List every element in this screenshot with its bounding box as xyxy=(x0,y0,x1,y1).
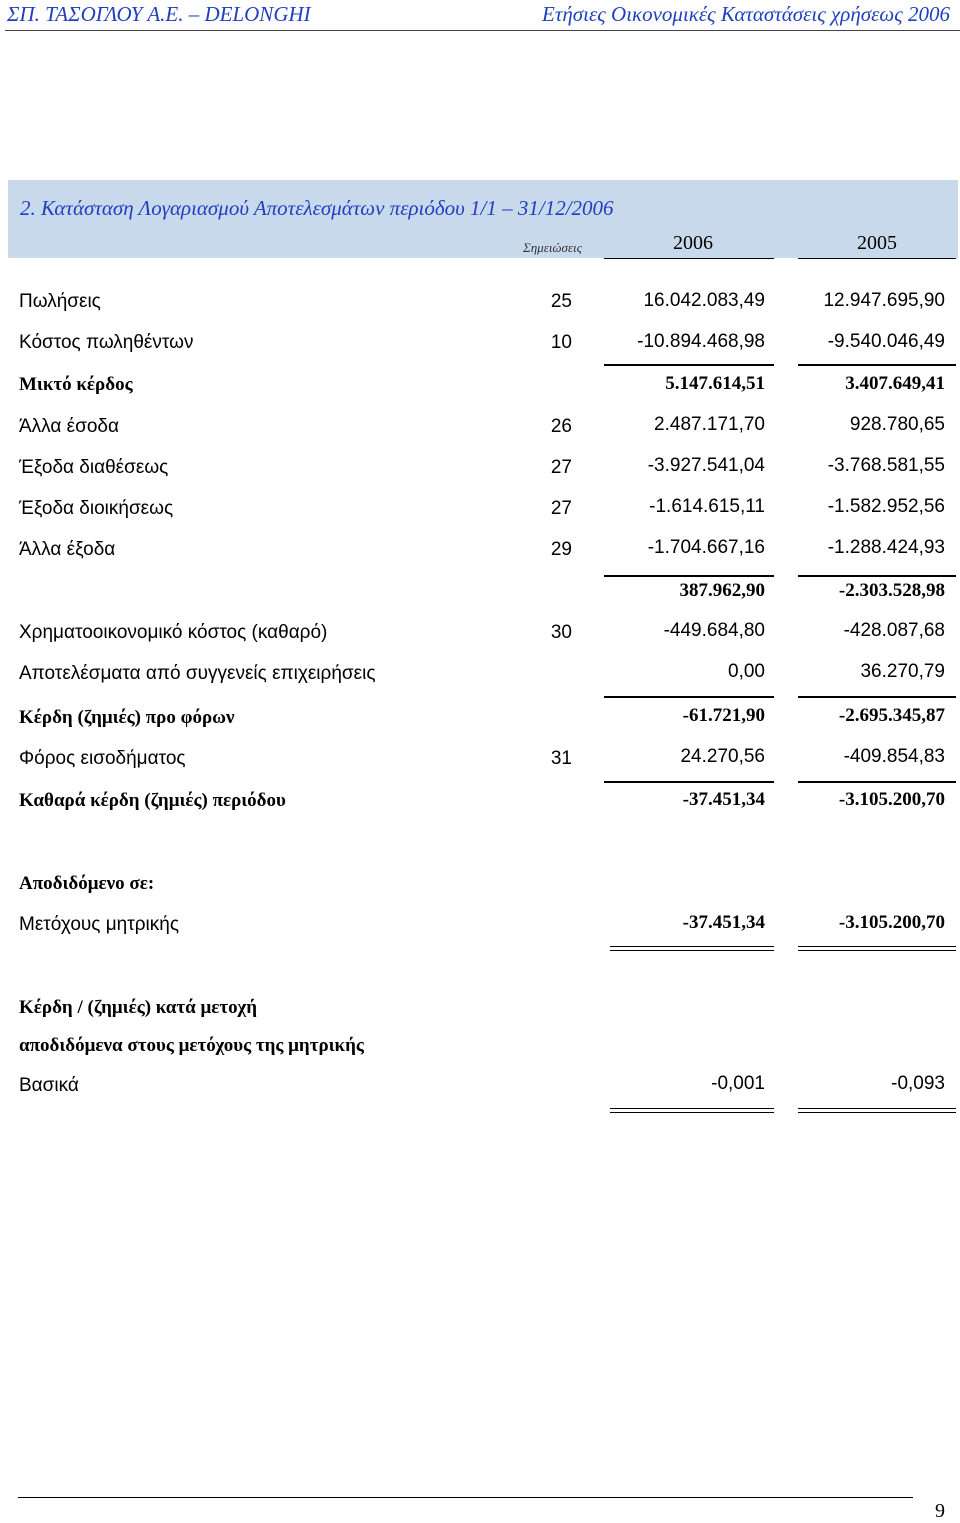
row-note: 31 xyxy=(550,748,572,769)
double-underline-2006 xyxy=(610,1108,774,1113)
row-value-2005: -3.105.200,70 xyxy=(838,912,945,933)
row-note: 30 xyxy=(550,622,572,643)
footer-divider xyxy=(18,1497,913,1498)
row-value-2006: 5.147.614,51 xyxy=(665,373,765,394)
row-note: 27 xyxy=(550,498,572,519)
row-value-2006: 0,00 xyxy=(728,661,765,682)
company-name: ΣΠ. ΤΑΣΟΓΛΟΥ Α.Ε. – DELONGHI xyxy=(7,2,311,26)
row-value-2005: 928.780,65 xyxy=(849,414,945,435)
row-label: Πωλήσεις xyxy=(19,291,101,312)
subtotal-line-2005 xyxy=(798,364,956,366)
page-header xyxy=(5,2,950,28)
eps-subheading: αποδιδόμενα στους μετόχους της μητρικής xyxy=(19,1035,364,1056)
row-label: Μικτό κέρδος xyxy=(19,374,133,395)
statement-title: 2. Κατάσταση Λογαριασμού Αποτελεσμάτων περιόδου 1/1 – 31/12/2006 xyxy=(20,196,614,220)
row-label: Έξοδα διοικήσεως xyxy=(19,498,174,519)
row-value-2006: 16.042.083,49 xyxy=(643,290,765,311)
row-value-2005: -2.303.528,98 xyxy=(838,580,945,601)
row-value-2005: -1.582.952,56 xyxy=(827,496,945,517)
year-2006-header: 2006 xyxy=(673,232,713,254)
row-value-2005: -409.854,83 xyxy=(843,746,945,767)
subtotal-line-2005 xyxy=(798,781,956,783)
subtotal-line-2006 xyxy=(604,575,774,577)
row-value-2005: 3.407.649,41 xyxy=(845,373,945,394)
header-divider xyxy=(5,30,960,31)
subtotal-line-2006 xyxy=(604,781,774,783)
subtotal-line-2005 xyxy=(798,696,956,698)
row-label: Άλλα έξοδα xyxy=(19,539,116,560)
page-number: 9 xyxy=(935,1500,945,1522)
row-label: Χρηματοοικονομικό κόστος (καθαρό) xyxy=(19,622,328,643)
subtotal-line-2005 xyxy=(798,575,956,577)
row-label: Καθαρά κέρδη (ζημιές) περιόδου xyxy=(19,790,286,811)
eps-heading: Κέρδη / (ζημιές) κατά μετοχή xyxy=(19,997,257,1018)
row-value-2005: -3.105.200,70 xyxy=(838,789,945,810)
attributable-heading: Αποδιδόμενο σε: xyxy=(19,873,155,894)
year-2005-header: 2005 xyxy=(857,232,897,254)
row-value-2005: -3.768.581,55 xyxy=(827,455,945,476)
row-note: 29 xyxy=(550,539,572,560)
row-label: Άλλα έσοδα xyxy=(19,416,119,437)
row-value-2006: -449.684,80 xyxy=(663,620,765,641)
year-2006-underline xyxy=(604,258,774,259)
row-value-2006: -1.614.615,11 xyxy=(649,496,765,517)
row-value-2006: 2.487.171,70 xyxy=(654,414,765,435)
double-underline-2006 xyxy=(610,946,774,951)
row-value-2006: -3.927.541,04 xyxy=(647,455,765,476)
row-value-2005: -428.087,68 xyxy=(843,620,945,641)
row-value-2005: -1.288.424,93 xyxy=(827,537,945,558)
row-label: Κέρδη (ζημιές) προ φόρων xyxy=(19,707,235,728)
row-label: Έξοδα διαθέσεως xyxy=(19,457,169,478)
row-note: 10 xyxy=(550,332,572,353)
row-label: Μετόχους μητρικής xyxy=(19,914,179,935)
double-underline-2005 xyxy=(798,1108,956,1113)
row-note: 27 xyxy=(550,457,572,478)
row-value-2006: -1.704.667,16 xyxy=(647,537,765,558)
report-title: Ετήσιες Οικονομικές Καταστάσεις χρήσεως 2006 xyxy=(542,2,950,26)
row-value-2006: -0,001 xyxy=(711,1073,765,1094)
subtotal-line-2006 xyxy=(604,364,774,366)
row-label: Αποτελέσματα από συγγενείς επιχειρήσεις xyxy=(19,663,376,684)
row-label: Φόρος εισοδήματος xyxy=(19,748,186,769)
notes-column-header: Σημειώσεις xyxy=(523,240,582,255)
row-value-2006: 387.962,90 xyxy=(679,580,765,601)
row-value-2006: -10.894.468,98 xyxy=(637,331,765,352)
subtotal-line-2006 xyxy=(604,696,774,698)
row-note: 25 xyxy=(550,291,572,312)
row-value-2005: -2.695.345,87 xyxy=(838,705,945,726)
row-value-2005: -9.540.046,49 xyxy=(827,331,945,352)
row-value-2005: 36.270,79 xyxy=(860,661,945,682)
double-underline-2005 xyxy=(798,946,956,951)
year-2005-underline xyxy=(798,258,956,259)
row-value-2006: -37.451,34 xyxy=(682,789,765,810)
row-value-2005: -0,093 xyxy=(891,1073,945,1094)
row-label: Βασικά xyxy=(19,1075,79,1096)
row-value-2006: -37.451,34 xyxy=(682,912,765,933)
row-note: 26 xyxy=(550,416,572,437)
row-value-2006: -61.721,90 xyxy=(682,705,765,726)
row-value-2006: 24.270,56 xyxy=(680,746,765,767)
row-value-2005: 12.947.695,90 xyxy=(823,290,945,311)
row-label: Κόστος πωληθέντων xyxy=(19,332,194,353)
